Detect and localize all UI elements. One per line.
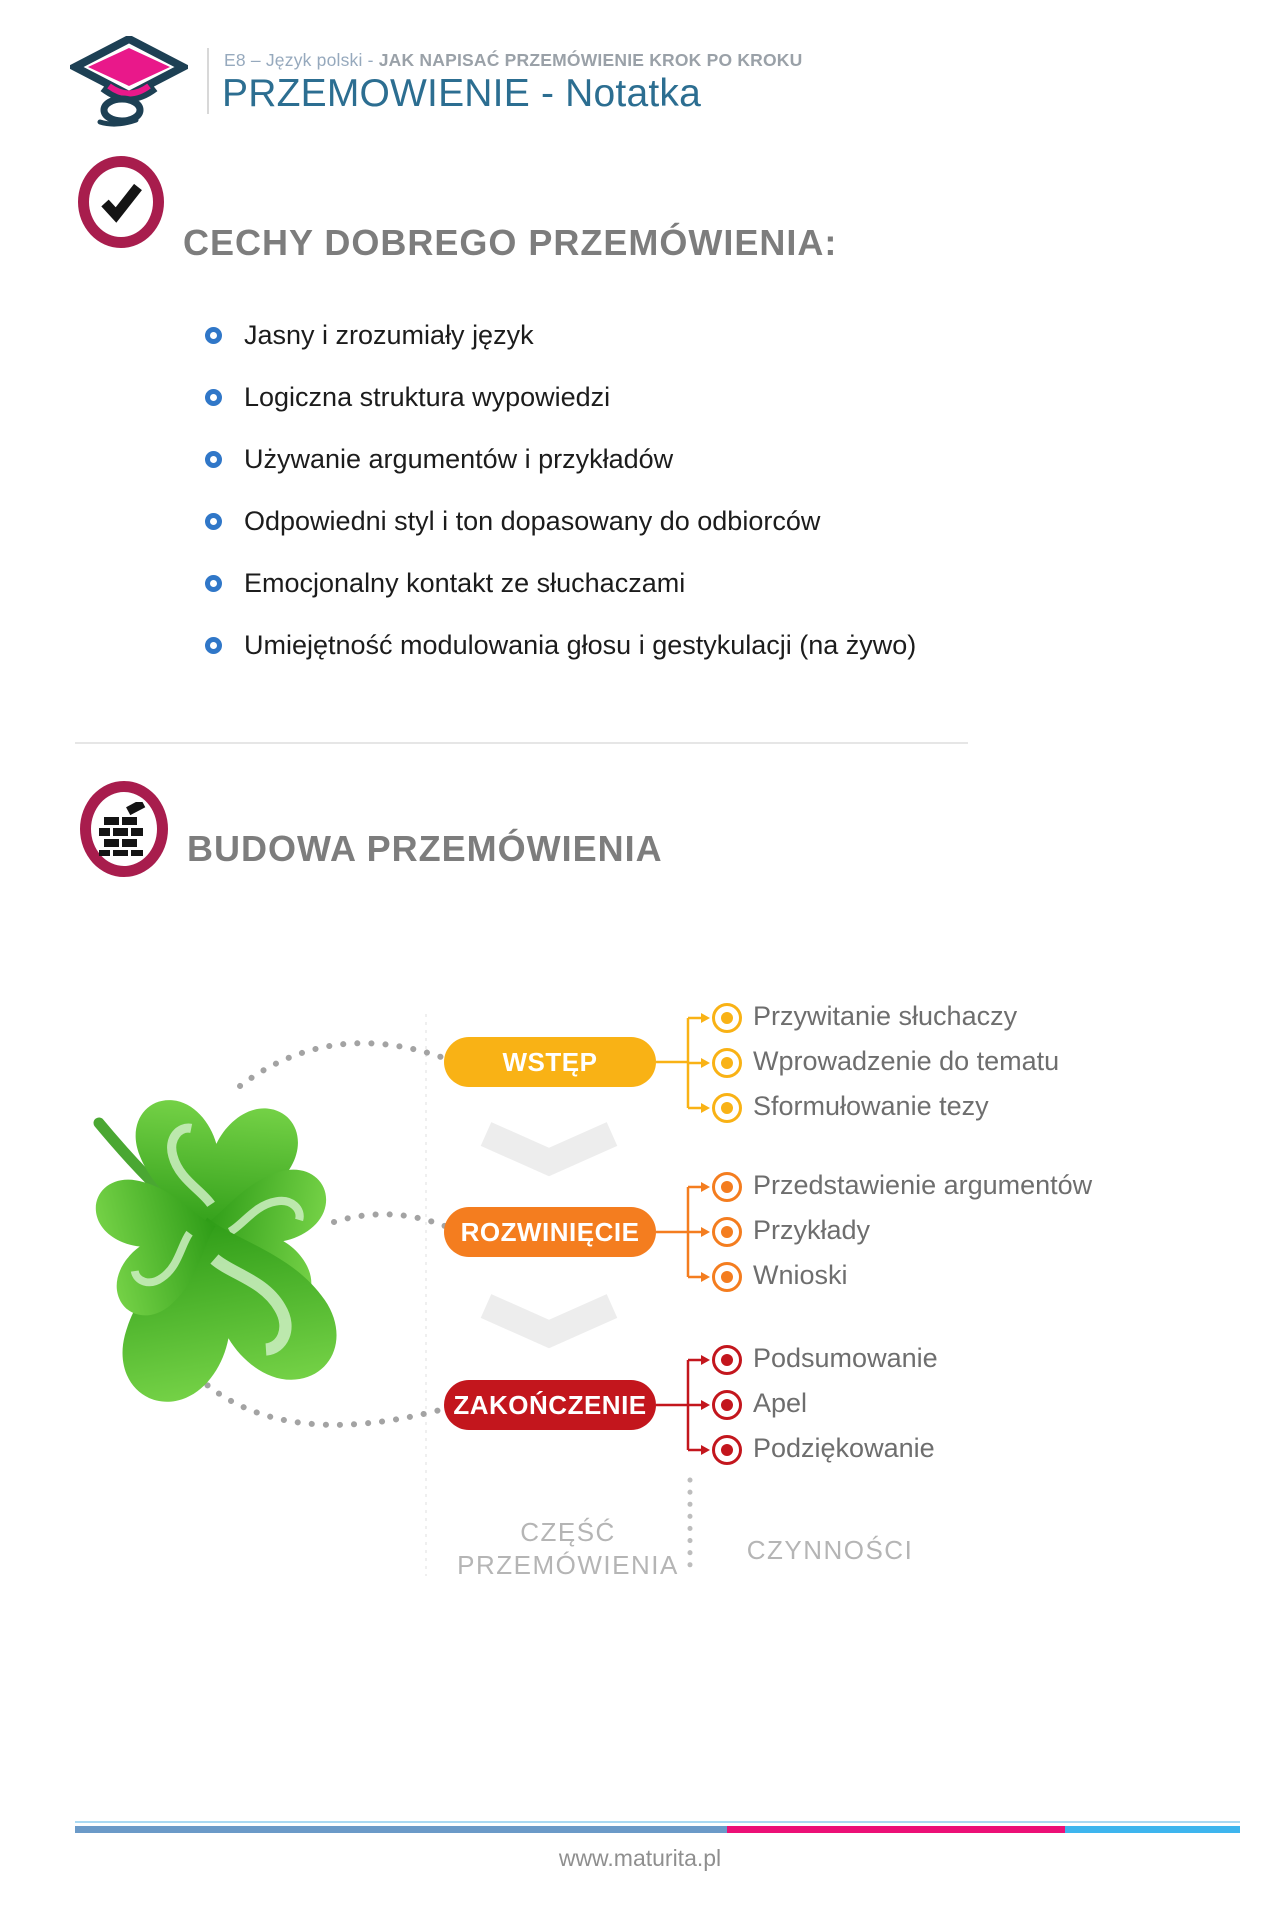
bullet-dot-icon	[205, 637, 222, 654]
stage-connector-line	[656, 1360, 702, 1450]
arrowhead-icon	[701, 1227, 710, 1237]
arrowhead-icon	[701, 1445, 710, 1455]
stage-item-bullet-icon	[712, 1003, 742, 1033]
stage-label: WSTĘP	[502, 1046, 598, 1077]
feature-text: Odpowiedni styl i ton dopasowany do odbiorców	[244, 505, 821, 536]
course-name: E8 – Język polski -	[224, 50, 379, 70]
feature-text: Używanie argumentów i przykładów	[244, 443, 674, 474]
bullet-center-dot	[721, 1226, 733, 1238]
arrowhead-icon	[701, 1272, 710, 1282]
footer-bar-segment-magenta	[727, 1826, 1065, 1833]
arrowhead-icon	[701, 1182, 710, 1192]
footer-bar-segment-blue	[75, 1826, 727, 1833]
stage-item-bullet-icon	[712, 1345, 742, 1375]
feature-list-item	[205, 380, 916, 414]
bullet-dot-icon	[205, 389, 222, 406]
bullet-center-dot	[721, 1399, 733, 1411]
stage-item-text: Wnioski	[753, 1260, 848, 1290]
bullet-center-dot	[721, 1181, 733, 1193]
features-list	[205, 318, 916, 662]
stage-pill-wstęp	[444, 1037, 656, 1087]
stage-item-text: Wprowadzenie do tematu	[753, 1046, 1060, 1076]
arrowhead-icon	[701, 1355, 710, 1365]
lesson-name: JAK NAPISAĆ PRZEMÓWIENIE KROK PO KROKU	[378, 50, 803, 70]
feature-text: Logiczna struktura wypowiedzi	[244, 381, 611, 412]
bullet-dot-icon	[205, 575, 222, 592]
brick-wall-icon	[98, 802, 150, 856]
website-url: www.maturita.pl	[558, 1845, 722, 1871]
bullet-center-dot	[721, 1057, 733, 1069]
stage-item-bullet-icon	[712, 1048, 742, 1078]
stage-connector-line	[656, 1187, 702, 1277]
feature-list-item	[205, 318, 916, 352]
column-label-actions: CZYNNOŚCI	[746, 1535, 914, 1565]
header-divider	[207, 48, 209, 114]
chevron-down-icon	[486, 1306, 612, 1334]
chevron-down-icon	[486, 1134, 612, 1162]
bullet-center-dot	[721, 1102, 733, 1114]
feature-text: Emocjonalny kontakt ze słuchaczami	[244, 567, 686, 598]
footer-accent-bar	[75, 1826, 1240, 1833]
stage-item-text: Podziękowanie	[753, 1433, 935, 1463]
bullet-center-dot	[721, 1012, 733, 1024]
feature-text: Umiejętność modulowania głosu i gestykulacji (na żywo)	[244, 629, 917, 660]
stage-item-text: Sformułowanie tezy	[753, 1091, 989, 1121]
section-divider	[75, 742, 968, 744]
stage-item-text: Przedstawienie argumentów	[753, 1170, 1093, 1200]
stage-pill-zakończenie	[444, 1380, 656, 1430]
page-title: PRZEMOWIENIE - Notatka	[222, 72, 701, 115]
maturita-graduation-cap-logo	[70, 36, 188, 128]
stage-item-bullet-icon	[712, 1217, 742, 1247]
footer-bar-segment-sky	[1065, 1826, 1240, 1833]
structure-heading: BUDOWA PRZEMÓWIENIA	[187, 828, 663, 869]
bricks-badge	[80, 781, 168, 877]
stage-item-bullet-icon	[712, 1262, 742, 1292]
stage-item-bullet-icon	[712, 1390, 742, 1420]
bullet-center-dot	[721, 1354, 733, 1366]
stage-item-text: Podsumowanie	[753, 1343, 938, 1373]
stage-pill-rozwinięcie	[444, 1207, 656, 1257]
stage-item-text: Przywitanie słuchaczy	[753, 1001, 1018, 1031]
arrowhead-icon	[701, 1058, 710, 1068]
four-leaf-clover-image	[84, 1068, 349, 1453]
stage-item-text: Apel	[753, 1388, 808, 1418]
stage-item-bullet-icon	[712, 1172, 742, 1202]
feature-list-item	[205, 566, 916, 600]
bullet-dot-icon	[205, 451, 222, 468]
stage-item-bullet-icon	[712, 1435, 742, 1465]
bullet-center-dot	[721, 1444, 733, 1456]
diagram	[0, 1000, 1280, 1600]
arrowhead-icon	[701, 1103, 710, 1113]
checkmark-icon	[98, 181, 144, 223]
column-label-parts: CZĘŚĆ PRZEMÓWIENIA	[457, 1517, 679, 1580]
bullet-center-dot	[721, 1271, 733, 1283]
stage-label: ROZWINIĘCIE	[460, 1216, 640, 1247]
feature-text: Jasny i zrozumiały język	[244, 319, 534, 350]
footer-accent-thin-line	[75, 1821, 1240, 1823]
stage-connector-line	[656, 1018, 702, 1108]
bullet-dot-icon	[205, 327, 222, 344]
stage-item-bullet-icon	[712, 1093, 742, 1123]
feature-list-item	[205, 628, 916, 662]
course-breadcrumb	[224, 50, 803, 71]
checkmark-badge	[78, 156, 164, 248]
feature-list-item	[205, 442, 916, 476]
arrowhead-icon	[701, 1400, 710, 1410]
bullet-dot-icon	[205, 513, 222, 530]
stage-item-text: Przykłady	[753, 1215, 871, 1245]
dotted-arc-rozwiniecie	[334, 1214, 450, 1228]
arrowhead-icon	[701, 1013, 710, 1023]
feature-list-item	[205, 504, 916, 538]
stage-label: ZAKOŃCZENIE	[453, 1389, 647, 1420]
features-heading: CECHY DOBREGO PRZEMÓWIENIA:	[183, 222, 838, 263]
